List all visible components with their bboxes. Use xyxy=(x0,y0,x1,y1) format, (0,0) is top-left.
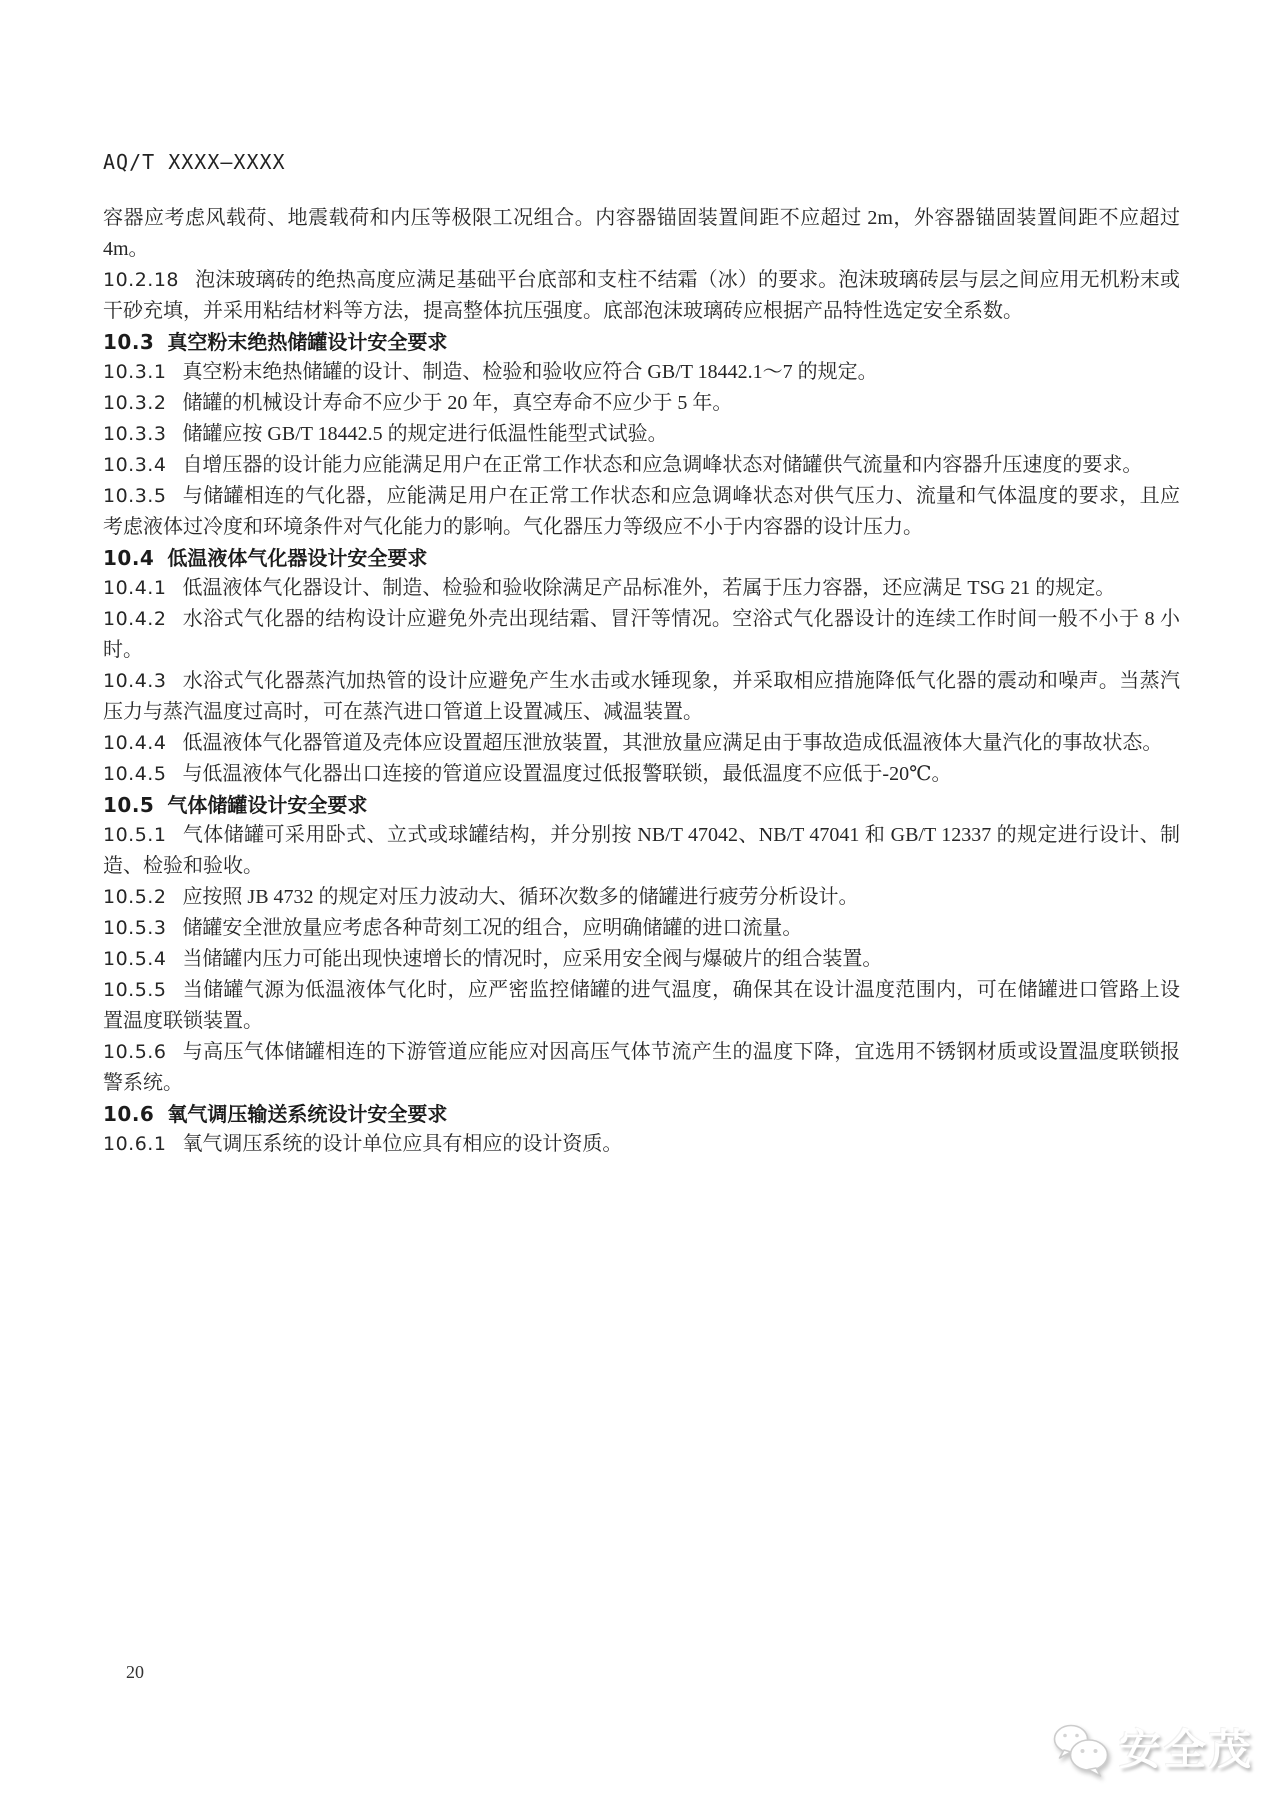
heading-text: 低温液体气化器设计安全要求 xyxy=(167,546,428,570)
clause-text: 储罐的机械设计寿命不应少于 20 年，真空寿命不应少于 5 年。 xyxy=(182,392,733,414)
clause-text: 当储罐气源为低温液体气化时，应严密监控储罐的进气温度，确保其在设计温度范围内，可在储罐进口管路上设置温度联锁装置。 xyxy=(103,979,1180,1032)
page-header xyxy=(103,150,286,174)
clause-number: 10.3.4 xyxy=(103,454,167,476)
clause-text: 当储罐内压力可能出现快速增长的情况时，应采用安全阀与爆破片的组合装置。 xyxy=(182,948,883,970)
heading-text: 真空粉末绝热储罐设计安全要求 xyxy=(167,330,448,354)
clause-paragraph xyxy=(103,419,1180,450)
clause-paragraph xyxy=(103,759,1180,790)
clause-number: 10.5.2 xyxy=(103,886,167,908)
clause-text: 低温液体气化器管道及壳体应设置超压泄放装置，其泄放量应满足由于事故造成低温液体大量汽化的事故状态。 xyxy=(182,732,1163,754)
clause-number: 10.5.3 xyxy=(103,917,167,939)
clause-text: 水浴式气化器蒸汽加热管的设计应避免产生水击或水锤现象，并采取相应措施降低气化器的震动和噪声。当蒸汽压力与蒸汽温度过高时，可在蒸汽进口管道上设置减压、减温装置。 xyxy=(103,670,1180,723)
clause-number: 10.6.1 xyxy=(103,1133,167,1155)
clause-text: 气体储罐可采用卧式、立式或球罐结构，并分别按 NB/T 47042、NB/T 47041 和 GB/T 12337 的规定进行设计、制造、检验和验收。 xyxy=(103,824,1180,877)
clause-paragraph xyxy=(103,728,1180,759)
clause-text: 氧气调压系统的设计单位应具有相应的设计资质。 xyxy=(182,1133,623,1155)
clause-number: 10.3.2 xyxy=(103,392,167,414)
clause-text: 自增压器的设计能力应能满足用户在正常工作状态和应急调峰状态对储罐供气流量和内容器升压速度的要求。 xyxy=(182,454,1143,476)
wechat-chat-bubbles-icon xyxy=(1051,1722,1111,1778)
clause-paragraph xyxy=(103,1037,1180,1099)
clause-number: 10.4.2 xyxy=(103,608,167,630)
clause-paragraph xyxy=(103,820,1180,882)
page-number: 20 xyxy=(126,1662,144,1682)
clause-paragraph xyxy=(103,265,1180,327)
section-heading xyxy=(103,327,1180,357)
section-heading xyxy=(103,1099,1180,1129)
section-number: 10.5 xyxy=(103,793,155,817)
clause-text: 与高压气体储罐相连的下游管道应能应对因高压气体节流产生的温度下降，宜选用不锈钢材质或设置温度联锁报警系统。 xyxy=(103,1041,1180,1094)
heading-text: 氧气调压输送系统设计安全要求 xyxy=(167,1102,448,1126)
clause-number: 10.4.3 xyxy=(103,670,167,692)
clause-text: 容器应考虑风载荷、地震载荷和内压等极限工况组合。内容器锚固装置间距不应超过 2m，外容器锚固装置间距不应超过 4m。 xyxy=(103,207,1180,260)
clause-number: 10.4.5 xyxy=(103,763,167,785)
clause-paragraph xyxy=(103,388,1180,419)
clause-text: 泡沫玻璃砖的绝热高度应满足基础平台底部和支柱不结霜（冰）的要求。泡沫玻璃砖层与层之间应用无机粉末或干砂充填，并采用粘结材料等方法，提高整体抗压强度。底部泡沫玻璃砖应根据产品特性选定安全系数。 xyxy=(103,269,1180,322)
clause-paragraph xyxy=(103,913,1180,944)
clause-number: 10.4.1 xyxy=(103,577,167,599)
watermark xyxy=(1051,1722,1254,1778)
section-number: 10.6 xyxy=(103,1102,155,1126)
clause-number: 10.5.1 xyxy=(103,824,167,846)
watermark-text: 安全茂 xyxy=(1118,1725,1254,1774)
section-number: 10.4 xyxy=(103,546,155,570)
clause-text: 与储罐相连的气化器，应能满足用户在正常工作状态和应急调峰状态对供气压力、流量和气体温度的要求，且应考虑液体过冷度和环境条件对气化能力的影响。气化器压力等级应不小于内容器的设计压力。 xyxy=(103,485,1180,538)
clause-paragraph xyxy=(103,481,1180,543)
clause-text: 真空粉末绝热储罐的设计、制造、检验和验收应符合 GB/T 18442.1～7 的规定。 xyxy=(182,361,878,383)
standard-number: AQ/T XXXX—XXXX xyxy=(103,150,286,174)
clause-paragraph xyxy=(103,944,1180,975)
body-paragraph xyxy=(103,203,1180,265)
clause-text: 与低温液体气化器出口连接的管道应设置温度过低报警联锁，最低温度不应低于-20℃。 xyxy=(182,763,952,785)
heading-text: 气体储罐设计安全要求 xyxy=(167,793,368,817)
clause-paragraph xyxy=(103,975,1180,1037)
clause-paragraph xyxy=(103,1129,1180,1160)
clause-paragraph xyxy=(103,450,1180,481)
clause-paragraph xyxy=(103,573,1180,604)
document-content xyxy=(103,203,1180,1160)
section-heading xyxy=(103,543,1180,573)
clause-number: 10.5.5 xyxy=(103,979,167,1001)
clause-paragraph xyxy=(103,666,1180,728)
clause-number: 10.3.3 xyxy=(103,423,167,445)
clause-text: 应按照 JB 4732 的规定对压力波动大、循环次数多的储罐进行疲劳分析设计。 xyxy=(182,886,859,908)
clause-number: 10.5.4 xyxy=(103,948,167,970)
section-heading xyxy=(103,790,1180,820)
clause-text: 储罐安全泄放量应考虑各种苛刻工况的组合，应明确储罐的进口流量。 xyxy=(182,917,803,939)
clause-paragraph xyxy=(103,882,1180,913)
clause-number: 10.3.5 xyxy=(103,485,167,507)
clause-number: 10.2.18 xyxy=(103,269,180,291)
clause-number: 10.3.1 xyxy=(103,361,167,383)
section-number: 10.3 xyxy=(103,330,155,354)
clause-text: 水浴式气化器的结构设计应避免外壳出现结霜、冒汗等情况。空浴式气化器设计的连续工作时间一般不小于 8 小时。 xyxy=(103,608,1180,661)
clause-text: 储罐应按 GB/T 18442.5 的规定进行低温性能型式试验。 xyxy=(182,423,668,445)
clause-text: 低温液体气化器设计、制造、检验和验收除满足产品标准外，若属于压力容器，还应满足 TSG 21 的规定。 xyxy=(182,577,1116,599)
clause-number: 10.4.4 xyxy=(103,732,167,754)
clause-paragraph xyxy=(103,357,1180,388)
clause-number: 10.5.6 xyxy=(103,1041,167,1063)
clause-paragraph xyxy=(103,604,1180,666)
